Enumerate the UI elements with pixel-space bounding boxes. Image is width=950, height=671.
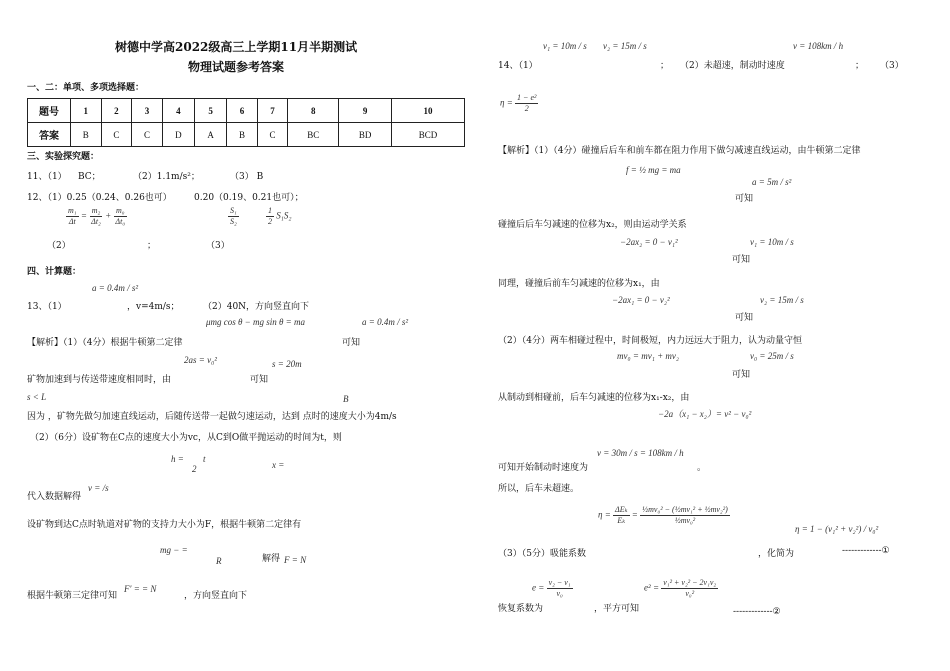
q-number: 3	[132, 99, 163, 123]
q12-semi: ；	[147, 241, 157, 251]
q12-answer1b: 0.20（0.19、0.21也可）；	[194, 193, 304, 203]
q14-simplify: ，化简为	[758, 549, 795, 559]
q12-formula2: $\frac{\text{S₁}}{\text{S₂}}$	[230, 206, 237, 226]
q13-eq2: 2as = v₀²	[184, 355, 217, 365]
q14-kezhi3: 可知	[735, 313, 754, 323]
q-number: 4	[162, 99, 194, 123]
q14-kaishi: 可知开始制动时速度为	[498, 463, 589, 473]
q14-v1-result: v₁ = 10m / s	[750, 237, 794, 247]
q14-semi1: ；	[660, 61, 670, 71]
q12-label: 12、（1）0.25（0.24、0.26也可）	[27, 193, 172, 203]
q14-part3: （3）	[880, 61, 904, 71]
q13-t: t	[203, 454, 206, 464]
r-top-v1: v₁ = 10m / s	[543, 41, 587, 51]
q13-h: h =	[171, 454, 184, 464]
q11-answer2: （2）1.1m/s²；	[133, 172, 200, 182]
q11-answer3: （3） B	[230, 172, 264, 182]
answer-cell: B	[71, 123, 102, 147]
q-number: 2	[101, 99, 132, 123]
q14-eta-simplified: η = 1 − (v₁² + v₂²) / v₀²	[795, 524, 879, 534]
q13-jiede: 解得	[262, 554, 281, 564]
r-top-v2: v₂ = 15m / s	[603, 41, 647, 51]
answer-cell: BC	[288, 123, 339, 147]
q14-part2-text: （2）（4分）两车相碰过程中，时间极短，内力远远大于阻力，认为动量守恒	[498, 336, 802, 346]
q14-v0-result: v₀ = 25m / s	[750, 351, 794, 361]
q14-part3-text: （3）（5分）吸能系数	[498, 549, 586, 559]
q14-eta-big: η = $\frac{\text{ΔEₖ}}{\text{Eₖ}}$ = $\frac{\text{½mv₀² − (½mv₁² + ½mv₂²)}}{\text{½mv₀²}}$	[598, 505, 728, 525]
answer-cell: C	[257, 123, 288, 147]
q11-label: 11、（1）	[27, 172, 67, 182]
q14-rear-disp: 碰撞后后车匀减速的位移为x₂，则由运动学关系	[498, 220, 687, 230]
answer-cell: C	[101, 123, 132, 147]
row-label-question: 题号	[28, 99, 71, 123]
q11-answer1: BC；	[78, 172, 101, 182]
answer-cell: C	[132, 123, 163, 147]
answer-cell: A	[194, 123, 226, 147]
q12-part3: （3）	[206, 241, 230, 251]
q14-part2: （2）未超速，制动时速度	[680, 61, 785, 71]
q14-v-result: v = 30m / s = 108km / h	[597, 448, 684, 458]
q-number: 7	[257, 99, 288, 123]
q12-part2: （2）	[47, 241, 71, 251]
q13-eq1-result: a = 0.4m / s²	[362, 317, 409, 327]
doc-subtitle: 物理试题参考答案	[188, 60, 285, 74]
q14-brake: 从制动到相碰前，后车匀减速的位移为x₁-x₂，由	[498, 393, 690, 403]
q14-e-eq: e = $\frac{\text{v₂ − v₁}}{\text{v₀}}$	[532, 578, 571, 598]
q14-mark1: -------------①	[842, 546, 890, 556]
q13-support: 设矿物到达C点时轨道对矿物的支持力大小为F，根据牛顿第二定律有	[27, 520, 302, 530]
q13-R: R	[216, 556, 222, 566]
q14-semi2: ；	[855, 61, 865, 71]
q14-conclusion: 所以，后车未超速。	[498, 484, 580, 494]
q13-dairu: 代入数据解得	[27, 492, 82, 502]
q13-because: 因为 ，矿物先做匀加速直线运动，后随传送带一起做匀速运动，达到 点时的速度大小为4m/s	[27, 412, 397, 422]
answer-table	[27, 98, 465, 147]
answer-cell: B	[227, 123, 258, 147]
q14-dot: 。	[697, 463, 707, 473]
q14-eq-front: −2ax₁ = 0 − v₂²	[612, 295, 670, 305]
q13-part2-text: （2）（6分）设矿物在C点的速度大小为vc，从C到O做平抛运动的时间为t，则	[30, 433, 342, 443]
q13-s-less-l: s < L	[27, 392, 47, 402]
q13-analysis: 【解析】（1）（4分）根据牛顿第二定律	[27, 338, 183, 348]
q-number: 5	[194, 99, 226, 123]
doc-title: 树德中学高2022级高三上学期11月半期测试	[115, 40, 358, 54]
q14-kezhi4: 可知	[732, 370, 751, 380]
q13-direction: ，方向竖直向下	[184, 591, 248, 601]
q14-pingfang: ，平方可知	[594, 604, 640, 614]
q14-a-eq: a = 5m / s²	[752, 177, 792, 187]
q13-kede2: 可知	[250, 375, 269, 385]
q14-f-eq: f = ½ mg = ma	[626, 165, 681, 175]
q14-label: 14、（1）	[498, 61, 538, 71]
row-label-answer: 答案	[28, 123, 71, 147]
q14-v2-result: v₂ = 15m / s	[760, 295, 804, 305]
q14-eq-rear: −2ax₂ = 0 − v₁²	[620, 237, 678, 247]
section1-heading: 一、二：单项、多项选择题：	[27, 83, 145, 93]
q13-x: x =	[272, 460, 285, 470]
q13-point-b: B	[343, 394, 349, 404]
q14-kezhi2: 可知	[732, 255, 751, 265]
q14-kezhi: 可知	[735, 194, 754, 204]
q13-mg: mg − =	[160, 545, 188, 555]
q14-analysis: 【解析】（1）（4分）碰撞后后车和前车都在阻力作用下做匀减速直线运动，由牛顿第二定律	[498, 146, 861, 156]
q14-brake-eq: −2a（x₁ − x₂）= v² − v₀²	[658, 409, 752, 419]
table-row-numbers	[28, 99, 465, 123]
q-number: 8	[288, 99, 339, 123]
answer-cell: BCD	[391, 123, 464, 147]
q13-label: 13、（1）	[27, 302, 67, 312]
q-number: 10	[391, 99, 464, 123]
q14-e2-eq: e² = $\frac{\text{v₁² + v₂² − 2v₁v₂}}{\text{v₀²}}$	[644, 578, 717, 598]
q13-accel: a = 0.4m / s²	[92, 283, 139, 293]
q12-formula3: $\frac{1}{2}$ S₁S₂	[268, 206, 292, 226]
q-number: 9	[339, 99, 392, 123]
q14-momentum: mv₀ = mv₁ + mv₂	[617, 351, 680, 361]
q13-velocity: ，v=4m/s；	[127, 302, 180, 312]
q13-Fprime: F′ = = N	[124, 584, 157, 594]
q13-eq1: μmg cos θ − mg sin θ = ma	[206, 317, 306, 327]
q13-eq2-result: s = 20m	[272, 359, 302, 369]
answer-cell: BD	[339, 123, 392, 147]
answer-cell: D	[162, 123, 194, 147]
q14-mark2: -------------②	[733, 607, 781, 617]
section4-heading: 四、计算题：	[27, 267, 82, 277]
q13-kede: 可知	[342, 338, 361, 348]
q13-two: 2	[192, 464, 197, 474]
q14-huifu: 恢复系数为	[498, 604, 544, 614]
q14-front-disp: 同理，碰撞后前车匀减速的位移为x₁，由	[498, 279, 660, 289]
section3-heading: 三、实验探究题：	[27, 152, 100, 162]
q13-v-eq: v = /s	[88, 483, 109, 493]
q13-part2: （2）40N，方向竖直向下	[203, 302, 310, 312]
q13-F: F = N	[284, 555, 307, 565]
q13-third-law: 根据牛顿第三定律可知	[27, 591, 118, 601]
r-top-v: v = 108km / h	[793, 41, 844, 51]
table-row-answers	[28, 123, 465, 147]
q12-formula1: $\frac{\text{m₁}}{\Delta t}$ = $\frac{\text{m₂}}{\text{Δt₂}}$ + $\frac{\text{m₀}}{\text{Δt₀}}$	[68, 206, 126, 226]
q14-eta: η = $\frac{\text{1 − e²}}{2}$	[500, 93, 537, 113]
q-number: 1	[71, 99, 102, 123]
q13-speed-line: 矿物加速到与传送带速度相同时，由	[27, 375, 172, 385]
q-number: 6	[227, 99, 258, 123]
